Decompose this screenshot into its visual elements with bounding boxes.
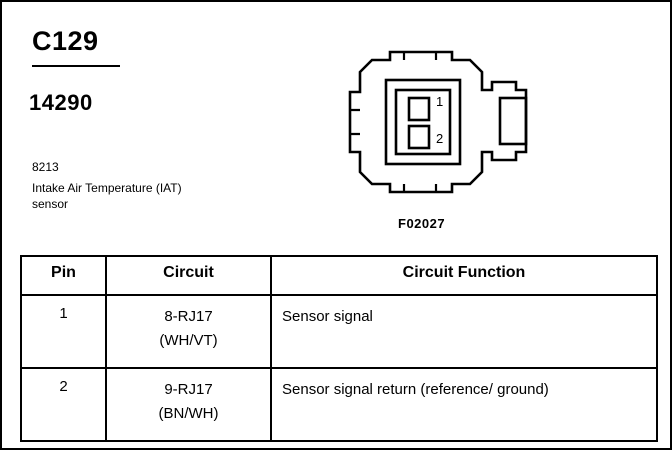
cell-circuit (106, 295, 271, 368)
cell-pin: 1 (21, 295, 106, 368)
circuit-code: 9-RJ17 (164, 381, 213, 398)
connector-part-number: 14290 (29, 90, 93, 115)
connector-illustration (320, 30, 550, 220)
circuit-code: 8-RJ17 (164, 308, 213, 325)
circuit-color: (BN/WH) (158, 405, 219, 422)
component-code: 8213 (32, 160, 59, 174)
cell-circuit-function: Sensor signal return (reference/ ground) (271, 368, 657, 441)
column-header-circuit-function: Circuit Function (271, 256, 657, 295)
figure-label: F02027 (398, 216, 446, 231)
table-row (21, 368, 657, 441)
cavity-number-1: 1 (436, 94, 444, 109)
connector-id-underline (32, 65, 120, 67)
circuit-color: (WH/VT) (159, 332, 218, 349)
pin-out-table (20, 255, 658, 442)
column-header-circuit: Circuit (106, 256, 271, 295)
connector-drawing-svg (320, 30, 550, 220)
cell-pin: 2 (21, 368, 106, 441)
cavity-number-2: 2 (436, 131, 444, 146)
component-description: Intake Air Temperature (IAT) sensor (32, 181, 182, 211)
table-header-row (21, 256, 657, 295)
table-row (21, 295, 657, 368)
connector-id: C129 (32, 26, 99, 56)
cell-circuit (106, 368, 271, 441)
cell-circuit-function: Sensor signal (271, 295, 657, 368)
column-header-pin: Pin (21, 256, 106, 295)
